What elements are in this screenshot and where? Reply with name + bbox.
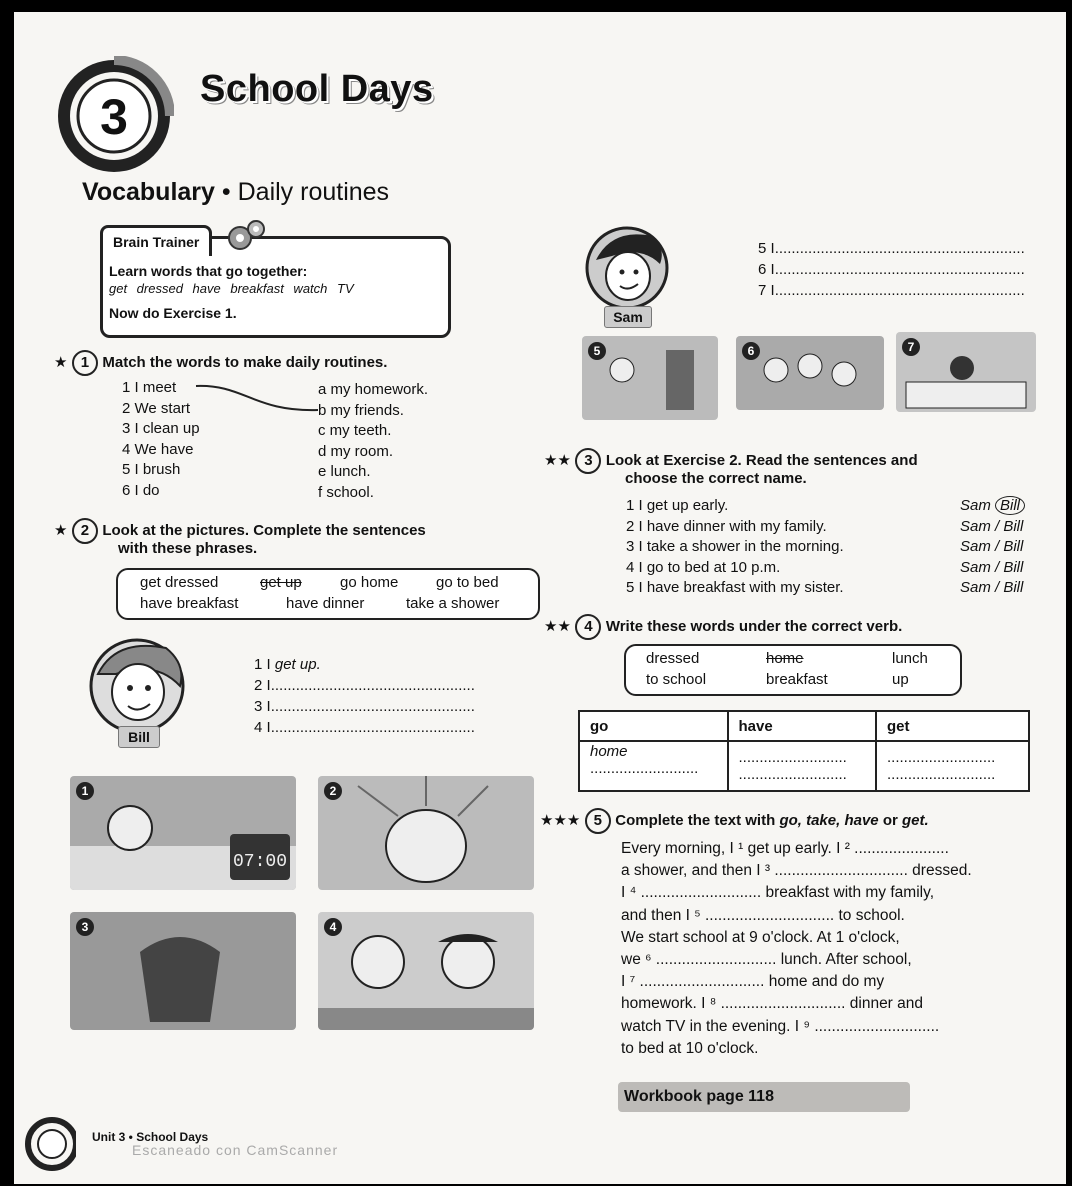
ex3-instruction-1: Look at Exercise 2. Read the sentences and bbox=[605, 452, 918, 469]
page-title: School Days bbox=[200, 68, 434, 110]
ex2-phrase-box bbox=[116, 568, 540, 620]
ex4-word-box bbox=[624, 644, 962, 696]
bill-avatar bbox=[76, 634, 198, 732]
get-column-cell[interactable]: .......................... .......................... bbox=[876, 741, 1029, 791]
section-heading bbox=[82, 178, 389, 207]
ex1-left-item: 2 We start bbox=[122, 399, 191, 417]
brain-trainer-line1: Learn words that go together: bbox=[109, 263, 308, 279]
picture-number: 1 bbox=[76, 782, 94, 800]
ex5-line: a shower, and then I ³ ............................... dressed. bbox=[621, 862, 972, 880]
ex3-item: 4 I go to bed at 10 p.m. Sam / Bill bbox=[626, 558, 1036, 579]
workbook-page bbox=[14, 12, 1066, 1184]
ex1-number: 1 bbox=[72, 350, 98, 376]
ex4-stars: ★★ bbox=[544, 618, 571, 635]
picture-number: 5 bbox=[588, 342, 606, 360]
ex3-item: 5 I have breakfast with my sister. Sam / Bill bbox=[626, 578, 1036, 599]
sam-sentence-6: 6 I............................................................ bbox=[758, 261, 1025, 278]
have-column-cell[interactable]: .......................... .......................... bbox=[728, 741, 877, 791]
picture-number: 6 bbox=[742, 342, 760, 360]
ex1-right-item: a my homework. bbox=[318, 381, 429, 398]
ex4-example: home bbox=[590, 743, 628, 760]
verb-header-have: have bbox=[728, 711, 877, 741]
ex1-stars: ★ bbox=[54, 354, 68, 371]
picture-2 bbox=[318, 776, 534, 890]
ex3-choice[interactable]: Sam / Bill bbox=[960, 538, 1024, 555]
ex1-left-item: 1 I meet bbox=[122, 379, 177, 396]
ex1-right-item: e lunch. bbox=[318, 463, 371, 480]
word: breakfast bbox=[766, 671, 828, 688]
ex2-instruction-2: with these phrases. bbox=[118, 540, 258, 557]
brain-trainer-line3: Now do Exercise 1. bbox=[109, 305, 237, 321]
ex2-stars: ★ bbox=[54, 522, 68, 539]
brain-trainer-box bbox=[100, 236, 451, 338]
ex2-sentence-4: 4 I................................................. bbox=[254, 719, 475, 736]
shower-scene-illustration bbox=[318, 776, 534, 890]
ex3-list bbox=[626, 496, 1036, 599]
breakfast-scene-illustration bbox=[318, 912, 534, 1030]
picture-number: 3 bbox=[76, 918, 94, 936]
word: to school bbox=[646, 671, 707, 688]
ex3-item: 1 I get up early. Sam Bill bbox=[626, 496, 1036, 517]
ex5-line: and then I ⁵ .............................. to school. bbox=[621, 906, 905, 924]
ex1-instruction: Match the words to make daily routines. bbox=[102, 354, 388, 371]
ex2-sentence-1: 1 I get up. bbox=[254, 656, 321, 673]
ex5-number: 5 bbox=[585, 808, 611, 834]
ex5-instruction-last: get. bbox=[902, 812, 929, 829]
unit-number: 3 bbox=[100, 89, 128, 145]
ex3-instruction-2: choose the correct name. bbox=[625, 470, 807, 487]
ex3-choice[interactable]: Sam / Bill bbox=[960, 579, 1024, 596]
sam-sentence-5: 5 I............................................................ bbox=[758, 240, 1025, 257]
footer-unit-label: Unit 3 • School Days bbox=[92, 1130, 209, 1144]
ex5-instruction-words: go, take, have bbox=[779, 812, 879, 829]
ex1-left-item: 5 I brush bbox=[122, 461, 181, 478]
picture-number: 7 bbox=[902, 338, 920, 356]
ex5-instruction-or: or bbox=[878, 812, 902, 829]
picture-7 bbox=[896, 332, 1036, 412]
phrase: have breakfast bbox=[140, 595, 239, 612]
answer-blank[interactable]: ............................................................ bbox=[774, 261, 1025, 278]
go-column-cell[interactable]: home .......................... bbox=[579, 741, 728, 791]
phrase: go to bed bbox=[436, 574, 499, 591]
ex3-choice[interactable]: Sam / Bill bbox=[960, 558, 1024, 576]
ex5-line: watch TV in the evening. I ⁹ ............................. bbox=[621, 1017, 940, 1035]
ex3-number: 3 bbox=[575, 448, 601, 474]
ex5-line: I ⁷ ............................. home and do my bbox=[621, 973, 885, 991]
ex3-choice[interactable]: Sam Bill bbox=[960, 496, 1025, 517]
sam-name-tag: Sam bbox=[604, 306, 652, 328]
ex5-text[interactable] bbox=[621, 838, 972, 1060]
ex5-line: Every morning, I ¹ get up early. I ² ...................... bbox=[621, 840, 949, 857]
word: dressed bbox=[646, 650, 700, 667]
word: up bbox=[892, 671, 909, 688]
answer-blank[interactable]: ................................................. bbox=[270, 719, 475, 736]
ex3-stars: ★★ bbox=[544, 452, 571, 469]
ex1-left-list bbox=[122, 378, 200, 501]
ex1-left-item: 3 I clean up bbox=[122, 420, 200, 437]
ex2-example-answer: get up. bbox=[274, 656, 321, 673]
scanner-watermark: Escaneado con CamScanner bbox=[132, 1142, 339, 1158]
sam-sentence-7: 7 I............................................................ bbox=[758, 282, 1025, 299]
ex5-line: homework. I ⁸ ............................. dinner and bbox=[621, 995, 924, 1013]
phrase-crossed: get up bbox=[260, 574, 302, 591]
answer-blank[interactable]: ............................................................ bbox=[774, 282, 1025, 299]
ex1-right-item: b my friends. bbox=[318, 401, 404, 419]
answer-blank[interactable]: ............................................................ bbox=[774, 240, 1025, 257]
ex3-choice[interactable]: Sam / Bill bbox=[960, 517, 1024, 535]
ex1-right-list bbox=[318, 380, 428, 503]
picture-6 bbox=[736, 336, 884, 410]
ex5-line: I ⁴ ............................ breakfast with my family, bbox=[621, 884, 934, 902]
section-heading-bold: Vocabulary bbox=[82, 178, 215, 206]
word: lunch bbox=[892, 650, 928, 667]
ex4-heading bbox=[544, 614, 1044, 640]
ex2-sentence-2: 2 I................................................. bbox=[254, 677, 475, 694]
verb-header-go: go bbox=[579, 711, 728, 741]
ex1-left-item: 4 We have bbox=[122, 440, 194, 458]
ex5-instruction-pre: Complete the text with bbox=[615, 812, 780, 829]
section-bullet: • bbox=[221, 178, 231, 206]
phrase: have dinner bbox=[286, 595, 365, 612]
ex4-instruction: Write these words under the correct verb. bbox=[605, 618, 903, 635]
ex1-right-item: f school. bbox=[318, 483, 374, 501]
circled-answer: Bill bbox=[995, 496, 1025, 515]
brain-trainer-examples: get dressed have breakfast watch TV bbox=[109, 281, 354, 296]
picture-number: 4 bbox=[324, 918, 342, 936]
alarm-scene-illustration bbox=[70, 776, 296, 890]
verb-header-get: get bbox=[876, 711, 1029, 741]
ex5-line: we ⁶ ............................ lunch. After school, bbox=[621, 951, 912, 969]
ex1-heading bbox=[54, 350, 524, 376]
footer-unit-icon bbox=[16, 1112, 76, 1172]
ex4-verb-table bbox=[578, 710, 1030, 792]
sam-sentences bbox=[758, 238, 1025, 301]
ex2-sentence-3: 3 I................................................. bbox=[254, 698, 475, 715]
ex4-number: 4 bbox=[575, 614, 601, 640]
unit-badge bbox=[54, 56, 174, 176]
ex5-line: to bed at 10 o'clock. bbox=[621, 1039, 759, 1057]
dressing-scene-illustration bbox=[70, 912, 296, 1030]
word-crossed: home bbox=[766, 650, 804, 667]
answer-blank[interactable]: ................................................. bbox=[270, 677, 475, 694]
phrase: take a shower bbox=[406, 595, 500, 612]
ex3-item: 3 I take a shower in the morning. Sam / Bill bbox=[626, 537, 1036, 558]
section-topic: Daily routines bbox=[237, 178, 390, 206]
phrase: go home bbox=[340, 574, 399, 591]
ex1-left-item: 6 I do bbox=[122, 481, 160, 499]
ex1-right-item: d my room. bbox=[318, 442, 394, 460]
ex1-right-item: c my teeth. bbox=[318, 422, 392, 439]
ex3-item: 2 I have dinner with my family. Sam / Bill bbox=[626, 517, 1036, 538]
picture-number: 2 bbox=[324, 782, 342, 800]
phrase: get dressed bbox=[140, 574, 219, 591]
bill-name-tag: Bill bbox=[118, 726, 160, 748]
clock-display: 07:00 bbox=[232, 852, 288, 872]
answer-blank[interactable]: ................................................. bbox=[270, 698, 475, 715]
picture-4 bbox=[318, 912, 534, 1030]
picture-1 bbox=[70, 776, 296, 890]
ex2-sentences bbox=[254, 654, 475, 738]
brain-trainer-heading: Brain Trainer bbox=[100, 225, 212, 256]
ex5-line: We start school at 9 o'clock. At 1 o'clock, bbox=[621, 928, 900, 946]
sam-avatar bbox=[582, 222, 672, 310]
ex5-heading bbox=[540, 808, 1050, 834]
gears-icon bbox=[224, 218, 268, 254]
picture-3 bbox=[70, 912, 296, 1030]
picture-5 bbox=[582, 336, 718, 420]
ex2-number: 2 bbox=[72, 518, 98, 544]
ex5-stars: ★★★ bbox=[540, 812, 581, 829]
ex1-match-line bbox=[194, 382, 324, 422]
ex2-instruction-1: Look at the pictures. Complete the sentences bbox=[102, 522, 426, 539]
workbook-reference[interactable]: Workbook page 118 bbox=[618, 1082, 910, 1112]
